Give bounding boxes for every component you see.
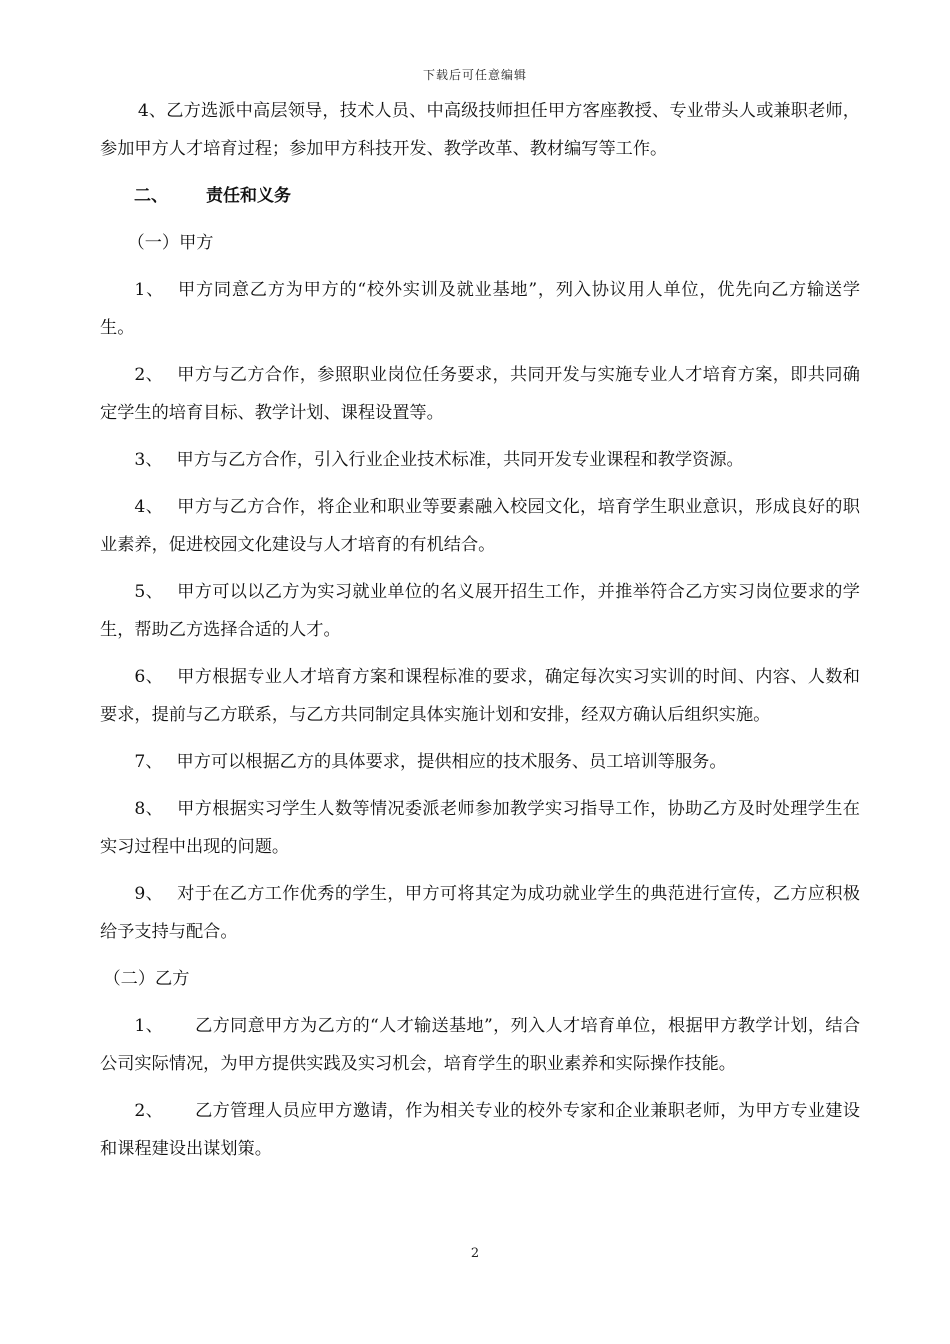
party-a-item-4 <box>100 488 860 564</box>
intro-paragraph: 4、乙方选派中高层领导，技术人员、中高级技师担任甲方客座教授、专业带头人或兼职老师，参加甲方人才培育过程；参加甲方科技开发、教学改革、教材编写等工作。 <box>100 101 860 159</box>
party-a-item-5 <box>100 573 860 649</box>
item-number: 8、 <box>134 799 164 819</box>
page-number: 2 <box>470 1246 480 1261</box>
party-a-item-7 <box>100 743 860 781</box>
item-text: 甲方可以根据乙方的具体要求，提供相应的技术服务、员工培训等服务。 <box>176 752 727 772</box>
item-text: 甲方根据专业人才培育方案和课程标准的要求，确定每次实习实训的时间、内容、人数和要求，提前与乙方联系，与乙方共同制定具体实施计划和安排，经双方确认后组织实施。 <box>100 667 860 725</box>
item-text: 甲方同意乙方为甲方的“校外实训及就业基地”，列入协议用人单位，优先向乙方输送学生。 <box>100 280 861 338</box>
party-a-item-1 <box>100 271 860 347</box>
section-title: 责任和义务 <box>206 186 291 206</box>
item-number: 9、 <box>134 884 164 904</box>
item-text: 甲方与乙方合作，将企业和职业等要素融入校园文化，培育学生职业意识，形成良好的职业素养，促进校园文化建设与人才培育的有机结合。 <box>100 497 860 555</box>
party-b-item-2 <box>100 1092 860 1168</box>
item-text: 乙方管理人员应甲方邀请，作为相关专业的校外专家和企业兼职老师，为甲方专业建设和课程建设出谋划策。 <box>100 1101 860 1159</box>
item-text: 甲方根据实习学生人数等情况委派老师参加教学实习指导工作，协助乙方及时处理学生在实习过程中出现的问题。 <box>100 799 860 857</box>
section-number: 二、 <box>134 186 168 206</box>
page-header: 下载后可任意编辑 <box>422 68 527 82</box>
item-text: 甲方可以以乙方为实习就业单位的名义展开招生工作，并推举符合乙方实习岗位要求的学生，帮助乙方选择合适的人才。 <box>100 582 860 640</box>
document-body <box>100 92 860 1177</box>
party-a-title: （一）甲方 <box>127 233 214 253</box>
party-a-item-8 <box>100 790 860 866</box>
item-number: 2、 <box>134 365 164 385</box>
party-a-item-3 <box>100 441 860 479</box>
section-heading <box>100 177 860 215</box>
item-number: 1、 <box>134 280 165 300</box>
item-number: 4、 <box>134 497 164 517</box>
party-b-item-1 <box>100 1007 860 1083</box>
item-text: 甲方与乙方合作，参照职业岗位任务要求，共同开发与实施专业人才培育方案，即共同确定学生的培育目标、教学计划、课程设置等。 <box>100 365 860 423</box>
party-b-title: （二）乙方 <box>103 969 190 989</box>
item-number: 7、 <box>134 752 163 772</box>
item-number: 2、 <box>134 1101 164 1121</box>
item-text: 对于在乙方工作优秀的学生，甲方可将其定为成功就业学生的典范进行宣传，乙方应积极给予支持与配合。 <box>100 884 860 942</box>
item-number: 6、 <box>134 667 164 687</box>
item-number: 5、 <box>134 582 164 602</box>
party-a-item-9 <box>100 875 860 951</box>
item-number: 3、 <box>134 450 163 470</box>
item-text: 乙方同意甲方为乙方的“人才输送基地”，列入人才培育单位，根据甲方教学计划，结合公司实际情况，为甲方提供实践及实习机会，培育学生的职业素养和实际操作技能。 <box>100 1016 861 1074</box>
party-a-item-2 <box>100 356 860 432</box>
item-text: 甲方与乙方合作，引入行业企业技术标准，共同开发专业课程和教学资源。 <box>176 450 744 470</box>
item-number: 1、 <box>134 1016 164 1036</box>
party-a-item-6 <box>100 658 860 734</box>
